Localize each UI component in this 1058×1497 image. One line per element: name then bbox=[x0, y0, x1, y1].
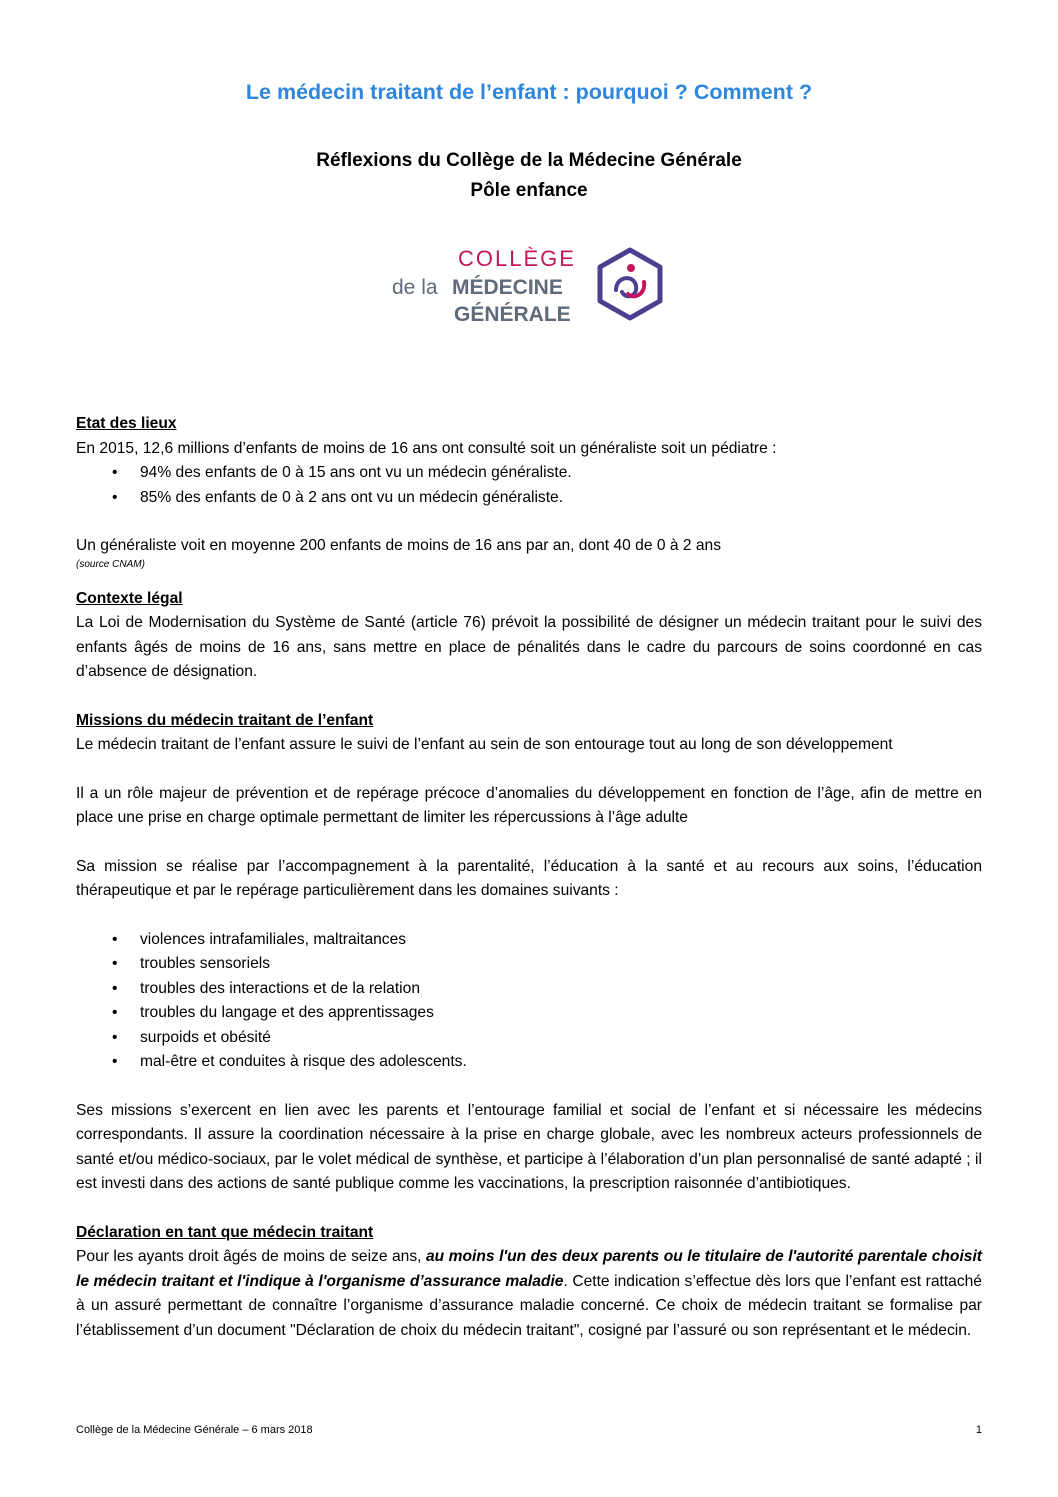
bullet-icon: • bbox=[112, 1004, 118, 1021]
list-item: • violences intrafamiliales, maltraitances bbox=[76, 928, 982, 953]
list-item: • 94% des enfants de 0 à 15 ans ont vu un médecin généraliste. bbox=[76, 461, 982, 486]
list-item: • troubles des interactions et de la relation bbox=[76, 977, 982, 1002]
missions-paragraph-3: Sa mission se réalise par l’accompagnement à la parentalité, l’éducation à la santé et au recours aux soins, l’éducation thérapeutique et par le repérage particulièrement dans les domaines suivants : bbox=[76, 857, 982, 899]
etat-intro: En 2015, 12,6 millions d’enfants de moins de 16 ans ont consulté soit un généraliste soit un pédiatre : bbox=[76, 439, 777, 457]
heading-contexte-legal: Contexte légal bbox=[76, 589, 183, 607]
list-item: • mal-être et conduites à risque des adolescents. bbox=[76, 1050, 982, 1075]
etat-source: (source CNAM) bbox=[76, 558, 145, 570]
list-item: • troubles sensoriels bbox=[76, 952, 982, 977]
etat-moyenne: Un généraliste voit en moyenne 200 enfants de moins de 16 ans par an, dont 40 de 0 à 2 ans bbox=[76, 537, 721, 554]
etat-bullet-list bbox=[76, 461, 982, 510]
heading-etat-des-lieux: Etat des lieux bbox=[76, 415, 177, 432]
contexte-text: La Loi de Modernisation du Système de Santé (article 76) prévoit la possibilité de désigner un médecin traitant pour le suivi des enfants âgés de moins de 16 ans, sans mettre en place de pénalités dans le cadre du parcours de soins coordonné en cas d’absence de désignation. bbox=[76, 614, 982, 680]
missions-paragraph-4: Ses missions s’exercent en lien avec les parents et l’entourage familial et social de l’enfant et si nécessaire les médecins correspondants. Il assure la coordination nécessaire à la prise en charge globale, avec les nombreux acteurs professionnels de santé et/ou médico-sociaux, par le volet médical de synthèse, et participe à l’élaboration d’un plan personnalisé de santé adapté ; il est investi dans des actions de santé publique comme les vaccinations, la prescription raisonnée d’antibiotiques. bbox=[76, 1101, 982, 1192]
logo-text-de-la: de la bbox=[392, 276, 438, 299]
list-item: • surpoids et obésité bbox=[76, 1026, 982, 1051]
heading-declaration: Déclaration en tant que médecin traitant bbox=[76, 1223, 374, 1241]
missions-paragraph-1: Le médecin traitant de l’enfant assure le suivi de l’enfant au sein de son entourage tout au long de son développement bbox=[76, 736, 893, 753]
heading-missions: Missions du médecin traitant de l’enfant bbox=[76, 711, 374, 729]
declaration-text: Pour les ayants droit âgés de moins de seize ans, au moins l'un des deux parents ou le titulaire de l'autorité parentale choisit le médecin traitant et l'indique à l'organisme d’assurance maladie. Cette indication s’effectue dès lors que l’enfant est rattaché à un assuré permettant de connaître l’organisme d’assurance maladie concerné. Ce choix de médecin traitant se formalise par l’établissement d’un document "Déclaration de choix du médecin traitant", cosigné par l’assuré ou son représentant et le médecin. bbox=[76, 1248, 982, 1339]
document-title: Le médecin traitant de l’enfant : pourquoi ? Comment ? bbox=[245, 80, 813, 104]
bullet-icon: • bbox=[112, 488, 118, 506]
page-number: 1 bbox=[975, 1424, 982, 1436]
bullet-icon: • bbox=[112, 930, 118, 948]
missions-paragraph-2: Il a un rôle majeur de prévention et de repérage précoce d’anomalies du développement en fonction de l’âge, afin de mettre en place une prise en charge optimale permettant de limiter les répercussions à l’âge adulte bbox=[76, 784, 982, 826]
college-medecine-generale-logo bbox=[388, 238, 678, 328]
bullet-icon: • bbox=[112, 979, 118, 997]
logo-text-medecine: MÉDECINE bbox=[452, 276, 563, 299]
list-item: • 85% des enfants de 0 à 2 ans ont vu un médecin généraliste. bbox=[76, 486, 982, 511]
missions-bullet-list bbox=[76, 928, 982, 1075]
list-item: • troubles du langage et des apprentissages bbox=[76, 1001, 982, 1026]
page-footer bbox=[76, 1424, 982, 1436]
logo-text-generale: GÉNÉRALE bbox=[454, 303, 571, 326]
bullet-icon: • bbox=[112, 1028, 118, 1046]
footer-text: Collège de la Médecine Générale – 6 mars 2018 bbox=[76, 1424, 313, 1436]
subtitle-line-2: Pôle enfance bbox=[470, 180, 588, 201]
bullet-icon: • bbox=[112, 1053, 118, 1070]
subtitle-line-1: Réflexions du Collège de la Médecine Générale bbox=[316, 150, 742, 171]
logo-hexagon-icon bbox=[600, 250, 660, 318]
logo-text-college: COLLÈGE bbox=[458, 246, 576, 271]
declaration-emphasis: au moins l'un des deux parents ou le titulaire de l'autorité parentale choisit le médecin traitant et l'indique à l'organisme d’assurance maladie bbox=[76, 1248, 982, 1290]
document-body bbox=[76, 412, 982, 1343]
bullet-icon: • bbox=[112, 464, 118, 481]
bullet-icon: • bbox=[112, 955, 118, 972]
